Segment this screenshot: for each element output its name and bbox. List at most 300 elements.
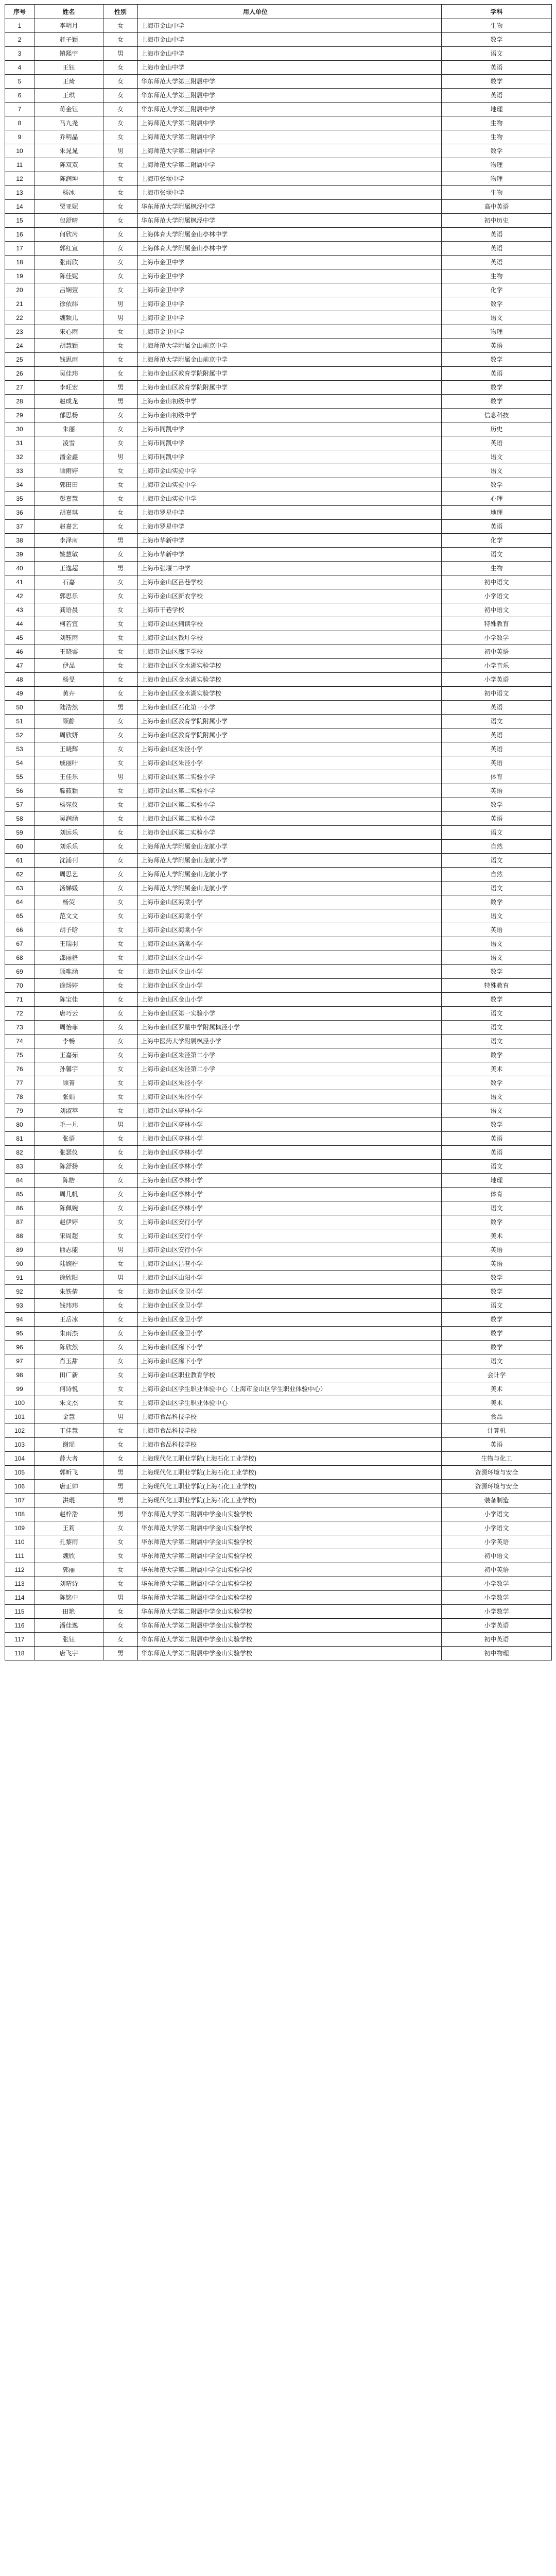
cell-name: 唐巧云 (34, 1007, 103, 1021)
cell-name: 伊品 (34, 659, 103, 673)
cell-org: 上海市金山区金卫小学 (138, 1313, 442, 1327)
cell-name: 朱雨杰 (34, 1327, 103, 1341)
cell-name: 朱铁倩 (34, 1285, 103, 1299)
cell-subject: 高中英语 (442, 200, 552, 214)
cell-no: 107 (5, 1494, 34, 1507)
cell-org: 上海市金山区金山小学 (138, 979, 442, 993)
table-row (5, 589, 552, 603)
cell-subject: 数学 (442, 1327, 552, 1341)
cell-gender: 女 (103, 1062, 138, 1076)
cell-org: 上海市金山实验中学 (138, 492, 442, 506)
cell-name: 刘淑苹 (34, 1104, 103, 1118)
cell-name: 宋周超 (34, 1229, 103, 1243)
cell-org: 上海市干巷学校 (138, 603, 442, 617)
cell-no: 116 (5, 1619, 34, 1633)
cell-org: 上海市金山区第二实验小学 (138, 784, 442, 798)
table-row (5, 826, 552, 840)
cell-org: 上海市金山区职业教育学校 (138, 1368, 442, 1382)
table-row (5, 1396, 552, 1410)
table-row (5, 381, 552, 395)
table-row (5, 1438, 552, 1452)
cell-org: 上海市金山区海棠小学 (138, 895, 442, 909)
cell-no: 89 (5, 1243, 34, 1257)
cell-name: 凌雪 (34, 436, 103, 450)
cell-subject: 体育 (442, 770, 552, 784)
cell-org: 上海市食品科技学校 (138, 1424, 442, 1438)
cell-no: 97 (5, 1354, 34, 1368)
cell-gender: 女 (103, 1452, 138, 1466)
header-subject: 学科 (442, 5, 552, 19)
table-row (5, 728, 552, 742)
cell-name: 孙馨宇 (34, 1062, 103, 1076)
cell-org: 上海市金山区教育学院附属小学 (138, 728, 442, 742)
cell-gender: 女 (103, 742, 138, 756)
cell-org: 上海市金山中学 (138, 19, 442, 33)
cell-no: 60 (5, 840, 34, 854)
cell-no: 69 (5, 965, 34, 979)
table-row (5, 116, 552, 130)
cell-name: 王晓睿 (34, 645, 103, 659)
cell-name: 钱思雨 (34, 353, 103, 367)
table-row (5, 868, 552, 882)
table-row (5, 506, 552, 520)
cell-org: 上海市金卫中学 (138, 283, 442, 297)
table-row (5, 339, 552, 353)
cell-no: 10 (5, 144, 34, 158)
cell-gender: 男 (103, 1647, 138, 1660)
cell-name: 刘乐乐 (34, 840, 103, 854)
table-row (5, 1215, 552, 1229)
cell-org: 上海市金山区廊下学校 (138, 645, 442, 659)
cell-no: 3 (5, 47, 34, 61)
cell-name: 杨旻 (34, 673, 103, 687)
cell-subject: 化学 (442, 534, 552, 548)
cell-no: 98 (5, 1368, 34, 1382)
cell-org: 上海市金山区亭林小学 (138, 1160, 442, 1174)
cell-name: 徐依纬 (34, 297, 103, 311)
cell-name: 杨宛仪 (34, 798, 103, 812)
cell-gender: 女 (103, 339, 138, 353)
cell-gender: 女 (103, 506, 138, 520)
cell-no: 21 (5, 297, 34, 311)
cell-gender: 女 (103, 436, 138, 450)
cell-name: 王钰 (34, 61, 103, 75)
cell-org: 上海市同凯中学 (138, 450, 442, 464)
table-row (5, 450, 552, 464)
cell-gender: 女 (103, 1035, 138, 1048)
cell-no: 50 (5, 701, 34, 715)
table-row (5, 422, 552, 436)
cell-subject: 美术 (442, 1396, 552, 1410)
table-row (5, 1494, 552, 1507)
cell-subject: 初中语文 (442, 603, 552, 617)
cell-gender: 男 (103, 770, 138, 784)
table-row (5, 1104, 552, 1118)
table-row (5, 1341, 552, 1354)
cell-gender: 女 (103, 1354, 138, 1368)
cell-name: 镇熙宇 (34, 47, 103, 61)
cell-gender: 女 (103, 1521, 138, 1535)
cell-no: 108 (5, 1507, 34, 1521)
cell-org: 上海市同凯中学 (138, 436, 442, 450)
cell-subject: 语文 (442, 1090, 552, 1104)
cell-gender: 女 (103, 283, 138, 297)
cell-org: 上海师范大学附属金山龙航小学 (138, 840, 442, 854)
cell-gender: 女 (103, 186, 138, 200)
cell-org: 上海市金山区第二实验小学 (138, 798, 442, 812)
table-row (5, 520, 552, 534)
table-row (5, 1132, 552, 1146)
table-row (5, 75, 552, 89)
cell-gender: 女 (103, 979, 138, 993)
cell-subject: 数学 (442, 798, 552, 812)
cell-org: 上海市华新中学 (138, 534, 442, 548)
cell-subject: 英语 (442, 1438, 552, 1452)
cell-name: 李畅 (34, 1035, 103, 1048)
cell-gender: 女 (103, 798, 138, 812)
cell-no: 56 (5, 784, 34, 798)
cell-gender: 女 (103, 75, 138, 89)
cell-gender: 女 (103, 1424, 138, 1438)
cell-org: 上海市同凯中学 (138, 422, 442, 436)
cell-name: 陈双双 (34, 158, 103, 172)
cell-org: 上海现代化工职业学院(上海石化工业学校) (138, 1452, 442, 1466)
cell-gender: 女 (103, 269, 138, 283)
cell-org: 上海市金山区金山小学 (138, 993, 442, 1007)
table-row (5, 492, 552, 506)
table-row (5, 172, 552, 186)
cell-no: 14 (5, 200, 34, 214)
table-row (5, 311, 552, 325)
table-row (5, 144, 552, 158)
cell-name: 王琦 (34, 75, 103, 89)
cell-org: 华东师范大学第二附属中学金山实验学校 (138, 1647, 442, 1660)
cell-name: 潘金鑫 (34, 450, 103, 464)
cell-subject: 资源环境与安全 (442, 1480, 552, 1494)
cell-name: 陈宝佳 (34, 993, 103, 1007)
cell-subject: 自然 (442, 868, 552, 882)
cell-org: 上海中医药大学附属枫泾小学 (138, 1035, 442, 1048)
cell-no: 113 (5, 1577, 34, 1591)
cell-gender: 女 (103, 812, 138, 826)
cell-gender: 女 (103, 130, 138, 144)
table-row (5, 1035, 552, 1048)
cell-subject: 语文 (442, 311, 552, 325)
cell-gender: 女 (103, 923, 138, 937)
cell-subject: 初中英语 (442, 645, 552, 659)
table-row (5, 951, 552, 965)
cell-no: 19 (5, 269, 34, 283)
cell-org: 上海市金山区第二实验小学 (138, 770, 442, 784)
table-row (5, 1452, 552, 1466)
cell-name: 孔黎雨 (34, 1535, 103, 1549)
table-row (5, 965, 552, 979)
cell-no: 20 (5, 283, 34, 297)
cell-no: 76 (5, 1062, 34, 1076)
cell-org: 上海市金山初级中学 (138, 395, 442, 409)
cell-name: 陈舒扬 (34, 1160, 103, 1174)
cell-name: 田广新 (34, 1368, 103, 1382)
cell-no: 33 (5, 464, 34, 478)
cell-name: 吴润涵 (34, 812, 103, 826)
cell-no: 90 (5, 1257, 34, 1271)
cell-no: 46 (5, 645, 34, 659)
table-row (5, 993, 552, 1007)
cell-subject: 数学 (442, 381, 552, 395)
cell-org: 上海市金山区亭林小学 (138, 1174, 442, 1188)
table-row (5, 158, 552, 172)
cell-no: 42 (5, 589, 34, 603)
cell-no: 53 (5, 742, 34, 756)
table-row (5, 603, 552, 617)
cell-no: 102 (5, 1424, 34, 1438)
cell-org: 上海市金山区罗星中学附属枫泾小学 (138, 1021, 442, 1035)
cell-gender: 女 (103, 353, 138, 367)
cell-org: 上海市金山区吕巷小学 (138, 1257, 442, 1271)
cell-name: 田艳 (34, 1605, 103, 1619)
cell-name: 赶子颖 (34, 33, 103, 47)
cell-subject: 数学 (442, 1118, 552, 1132)
cell-name: 肖玉甜 (34, 1354, 103, 1368)
cell-gender: 女 (103, 422, 138, 436)
cell-gender: 女 (103, 61, 138, 75)
cell-gender: 女 (103, 1160, 138, 1174)
cell-name: 黄卉 (34, 687, 103, 701)
cell-org: 上海市金山区金卫小学 (138, 1299, 442, 1313)
cell-subject: 物理 (442, 158, 552, 172)
table-row (5, 367, 552, 381)
cell-org: 上海市金山区朱泾小学 (138, 756, 442, 770)
cell-gender: 男 (103, 395, 138, 409)
cell-name: 潘佳逸 (34, 1619, 103, 1633)
cell-gender: 女 (103, 1215, 138, 1229)
table-row (5, 854, 552, 868)
cell-name: 龚语晨 (34, 603, 103, 617)
cell-gender: 女 (103, 826, 138, 840)
cell-subject: 英语 (442, 1243, 552, 1257)
cell-name: 毛一凡 (34, 1118, 103, 1132)
cell-gender: 男 (103, 1271, 138, 1285)
cell-name: 吴佳玮 (34, 367, 103, 381)
table-row (5, 1647, 552, 1660)
table-row (5, 1507, 552, 1521)
cell-org: 上海市金山区教育学院附属小学 (138, 715, 442, 728)
cell-subject: 数学 (442, 144, 552, 158)
cell-subject: 英语 (442, 89, 552, 103)
table-row (5, 1021, 552, 1035)
cell-org: 华东师范大学第二附属中学金山实验学校 (138, 1507, 442, 1521)
cell-gender: 女 (103, 617, 138, 631)
cell-subject: 小学语文 (442, 1507, 552, 1521)
table-row (5, 1048, 552, 1062)
cell-subject: 数学 (442, 478, 552, 492)
cell-no: 84 (5, 1174, 34, 1188)
cell-org: 上海市金山区钱圩学校 (138, 631, 442, 645)
header-no: 序号 (5, 5, 34, 19)
cell-subject: 生物 (442, 186, 552, 200)
table-row (5, 325, 552, 339)
cell-subject: 英语 (442, 701, 552, 715)
table-row (5, 909, 552, 923)
cell-no: 67 (5, 937, 34, 951)
table-row (5, 1466, 552, 1480)
cell-name: 徐欣阳 (34, 1271, 103, 1285)
cell-gender: 女 (103, 116, 138, 130)
table-row (5, 1549, 552, 1563)
table-row (5, 937, 552, 951)
cell-gender: 女 (103, 256, 138, 269)
cell-org: 上海市罗星中学 (138, 506, 442, 520)
cell-subject: 美术 (442, 1382, 552, 1396)
cell-subject: 数学 (442, 1341, 552, 1354)
cell-subject: 英语 (442, 784, 552, 798)
table-row (5, 1563, 552, 1577)
cell-name: 张娟 (34, 1090, 103, 1104)
cell-subject: 生物 (442, 562, 552, 575)
cell-name: 范文文 (34, 909, 103, 923)
cell-gender: 女 (103, 1619, 138, 1633)
cell-no: 39 (5, 548, 34, 562)
cell-subject: 语文 (442, 1104, 552, 1118)
table-body (5, 19, 552, 1660)
cell-org: 上海市金卫中学 (138, 256, 442, 269)
cell-subject: 英语 (442, 756, 552, 770)
cell-name: 李泽南 (34, 534, 103, 548)
cell-org: 上海市金卫中学 (138, 269, 442, 283)
cell-gender: 女 (103, 1201, 138, 1215)
cell-no: 94 (5, 1313, 34, 1327)
cell-gender: 男 (103, 1480, 138, 1494)
cell-name: 李旺宏 (34, 381, 103, 395)
cell-org: 上海市金山中学 (138, 61, 442, 75)
cell-name: 何诗悦 (34, 1382, 103, 1396)
cell-gender: 男 (103, 297, 138, 311)
cell-name: 姚慧敏 (34, 548, 103, 562)
table-row (5, 756, 552, 770)
cell-no: 75 (5, 1048, 34, 1062)
table-row (5, 575, 552, 589)
cell-name: 胡嘉琪 (34, 506, 103, 520)
cell-org: 华东师范大学第二附属中学金山实验学校 (138, 1535, 442, 1549)
cell-name: 顾菁 (34, 1076, 103, 1090)
cell-org: 上海现代化工职业学院(上海石化工业学校) (138, 1466, 442, 1480)
cell-subject: 生物 (442, 269, 552, 283)
cell-no: 79 (5, 1104, 34, 1118)
cell-name: 陈铭中 (34, 1591, 103, 1605)
cell-subject: 地理 (442, 506, 552, 520)
cell-no: 18 (5, 256, 34, 269)
cell-gender: 女 (103, 478, 138, 492)
cell-org: 上海现代化工职业学院(上海石化工业学校) (138, 1480, 442, 1494)
cell-name: 宋心雨 (34, 325, 103, 339)
table-row (5, 979, 552, 993)
table-row (5, 1577, 552, 1591)
cell-org: 上海市食品科技学校 (138, 1410, 442, 1424)
cell-org: 上海市金山区安行小学 (138, 1243, 442, 1257)
cell-name: 唐飞宇 (34, 1647, 103, 1660)
cell-gender: 男 (103, 1466, 138, 1480)
cell-org: 上海师范大学第二附属中学 (138, 130, 442, 144)
table-row (5, 478, 552, 492)
table-row (5, 1535, 552, 1549)
cell-org: 上海市金山区教育学院附属中学 (138, 367, 442, 381)
cell-org: 上海师范大学附属金山前京中学 (138, 339, 442, 353)
cell-name: 陈皓 (34, 1174, 103, 1188)
table-row (5, 186, 552, 200)
cell-subject: 地理 (442, 1174, 552, 1188)
cell-name: 王逸超 (34, 562, 103, 575)
cell-name: 周怡菲 (34, 1021, 103, 1035)
cell-no: 101 (5, 1410, 34, 1424)
cell-no: 6 (5, 89, 34, 103)
cell-gender: 女 (103, 1174, 138, 1188)
cell-no: 7 (5, 103, 34, 116)
cell-no: 36 (5, 506, 34, 520)
cell-subject: 英语 (442, 520, 552, 534)
cell-subject: 体育 (442, 1188, 552, 1201)
cell-name: 张雨欣 (34, 256, 103, 269)
cell-gender: 女 (103, 882, 138, 895)
table-row (5, 103, 552, 116)
table-row (5, 548, 552, 562)
cell-subject: 语文 (442, 715, 552, 728)
cell-no: 47 (5, 659, 34, 673)
cell-no: 112 (5, 1563, 34, 1577)
cell-name: 杨冰 (34, 186, 103, 200)
table-row (5, 1062, 552, 1076)
cell-gender: 男 (103, 1243, 138, 1257)
table-row (5, 812, 552, 826)
cell-gender: 女 (103, 1313, 138, 1327)
cell-name: 胡予晗 (34, 923, 103, 937)
table-row (5, 1243, 552, 1257)
cell-no: 91 (5, 1271, 34, 1285)
cell-subject: 英语 (442, 61, 552, 75)
cell-name: 周欣妍 (34, 728, 103, 742)
cell-no: 83 (5, 1160, 34, 1174)
cell-no: 2 (5, 33, 34, 47)
cell-name: 唐正帅 (34, 1480, 103, 1494)
cell-gender: 女 (103, 1285, 138, 1299)
table-row (5, 1633, 552, 1647)
table-row (5, 242, 552, 256)
cell-no: 26 (5, 367, 34, 381)
cell-no: 74 (5, 1035, 34, 1048)
cell-org: 上海市食品科技学校 (138, 1438, 442, 1452)
cell-org: 上海师范大学第二附属中学 (138, 144, 442, 158)
cell-subject: 英语 (442, 339, 552, 353)
cell-subject: 数学 (442, 895, 552, 909)
cell-name: 蒋金钰 (34, 103, 103, 116)
cell-name: 何欣芮 (34, 228, 103, 242)
table-row (5, 395, 552, 409)
cell-name: 张钰 (34, 1633, 103, 1647)
cell-gender: 女 (103, 1021, 138, 1035)
cell-subject: 小学数学 (442, 1577, 552, 1591)
cell-no: 70 (5, 979, 34, 993)
cell-name: 陈欣然 (34, 1341, 103, 1354)
cell-org: 上海市金山区金卫小学 (138, 1285, 442, 1299)
cell-no: 85 (5, 1188, 34, 1201)
cell-no: 45 (5, 631, 34, 645)
cell-no: 24 (5, 339, 34, 353)
table-row (5, 798, 552, 812)
cell-gender: 男 (103, 534, 138, 548)
cell-subject: 初中英语 (442, 1633, 552, 1647)
table-row (5, 895, 552, 909)
cell-subject: 语文 (442, 1160, 552, 1174)
cell-no: 110 (5, 1535, 34, 1549)
